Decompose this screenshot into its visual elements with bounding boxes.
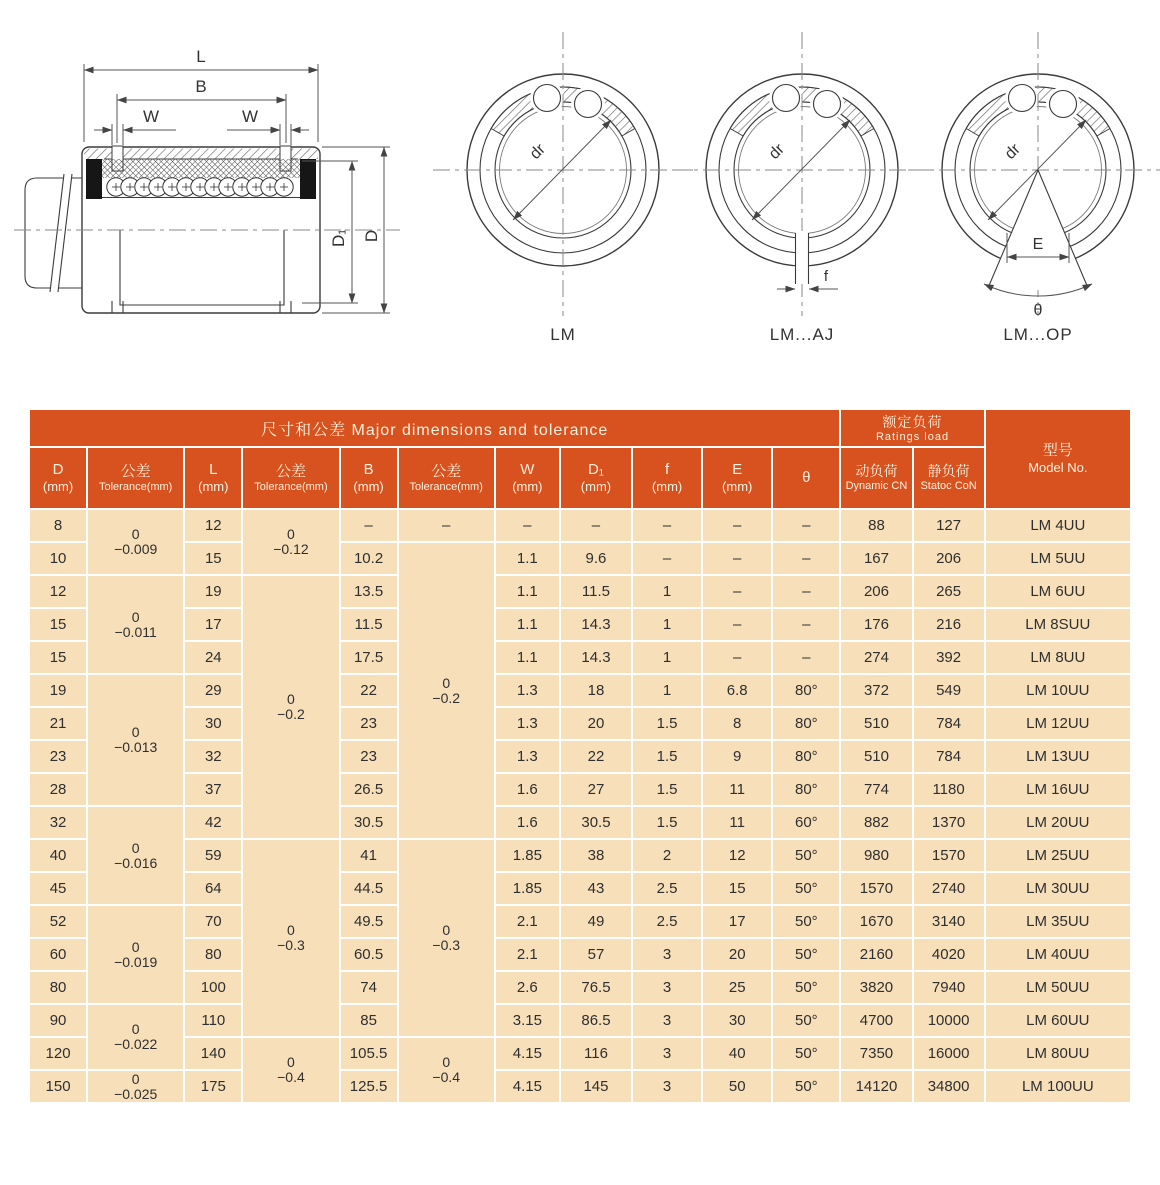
cell: 24 — [184, 641, 242, 674]
cell: 8 — [702, 707, 772, 740]
cell: 1570 — [913, 839, 985, 872]
cell: 22 — [340, 674, 398, 707]
cell: 125.5 — [340, 1070, 398, 1102]
table-row-13 — [30, 938, 1130, 971]
cell: 1.1 — [495, 641, 560, 674]
cell: 32 — [184, 740, 242, 773]
cell: 0 −0.016 — [87, 806, 184, 905]
cell: – — [495, 509, 560, 542]
technical-drawings — [0, 0, 1160, 368]
cell: 274 — [840, 641, 912, 674]
cell: 11.5 — [560, 575, 632, 608]
cell: 1.5 — [632, 773, 702, 806]
cell: 50° — [772, 839, 840, 872]
cell: 20 — [560, 707, 632, 740]
table-row-6 — [30, 707, 1130, 740]
cell: 784 — [913, 707, 985, 740]
cell: 120 — [30, 1037, 87, 1070]
cell: 3820 — [840, 971, 912, 1004]
cell: 3 — [632, 1037, 702, 1070]
cell: 392 — [913, 641, 985, 674]
cell: LM 40UU — [985, 938, 1130, 971]
model-label-cn: 型号 — [1042, 442, 1073, 459]
ball-row — [107, 178, 293, 196]
cell: 167 — [840, 542, 912, 575]
header-dimensions-group: 尺寸和公差 Major dimensions and tolerance — [30, 410, 840, 447]
column-header-2: L (mm) — [184, 447, 242, 509]
spec-table-head — [30, 410, 1130, 509]
cell: 15 — [30, 641, 87, 674]
cell: 2160 — [840, 938, 912, 971]
cell: 17.5 — [340, 641, 398, 674]
cell: 29 — [184, 674, 242, 707]
spec-table-body — [30, 509, 1130, 1102]
ratings-label-en: Ratings load — [875, 430, 950, 443]
retainer-hatch — [102, 159, 300, 178]
cell: 3 — [632, 1070, 702, 1102]
cell: 7350 — [840, 1037, 912, 1070]
cell: 80° — [772, 740, 840, 773]
cell: 10000 — [913, 1004, 985, 1037]
cell: 1670 — [840, 905, 912, 938]
dim-label-W-right: W — [241, 107, 259, 126]
seal-right — [300, 159, 316, 199]
table-row-14 — [30, 971, 1130, 1004]
cell: LM 20UU — [985, 806, 1130, 839]
cell: 60.5 — [340, 938, 398, 971]
cell: 1.85 — [495, 872, 560, 905]
cell: 1.1 — [495, 608, 560, 641]
cell: 13.5 — [340, 575, 398, 608]
cell: 40 — [30, 839, 87, 872]
cell: 0 −0.013 — [87, 674, 184, 806]
cell: LM 25UU — [985, 839, 1130, 872]
cell: 510 — [840, 707, 912, 740]
cell: – — [398, 509, 495, 542]
cell: 23 — [340, 707, 398, 740]
cell: 6.8 — [702, 674, 772, 707]
table-row-17 — [30, 1070, 1130, 1102]
table-row-1 — [30, 542, 1130, 575]
cell: 30.5 — [560, 806, 632, 839]
caption-lm: LM — [550, 325, 576, 344]
inner-sleeve — [120, 230, 284, 305]
table-row-7 — [30, 740, 1130, 773]
cell: 50° — [772, 938, 840, 971]
cell: 0 −0.3 — [242, 839, 339, 1037]
cell: – — [632, 509, 702, 542]
cell: LM 80UU — [985, 1037, 1130, 1070]
cell: 14.3 — [560, 608, 632, 641]
cell: 1 — [632, 674, 702, 707]
cell: 19 — [184, 575, 242, 608]
shaft-break-gap — [50, 174, 72, 292]
cell: 372 — [840, 674, 912, 707]
cell: 1570 — [840, 872, 912, 905]
cell: 37 — [184, 773, 242, 806]
cell: 4.15 — [495, 1037, 560, 1070]
cell: – — [772, 641, 840, 674]
cell: 1 — [632, 641, 702, 674]
cell: – — [340, 509, 398, 542]
bearing-drawings-svg — [0, 0, 1160, 368]
cell: 176 — [840, 608, 912, 641]
cell: 50° — [772, 1004, 840, 1037]
seal-left — [86, 159, 102, 199]
cell: 0 −0.009 — [87, 509, 184, 575]
cell: 1.3 — [495, 674, 560, 707]
cell: 1.5 — [632, 806, 702, 839]
cell: 206 — [840, 575, 912, 608]
cell: 14.3 — [560, 641, 632, 674]
cell: 34800 — [913, 1070, 985, 1102]
cell: – — [772, 509, 840, 542]
spec-table-wrap — [30, 410, 1130, 1102]
adjust-slot — [796, 231, 809, 284]
cell: LM 4UU — [985, 509, 1130, 542]
cell: 3 — [632, 938, 702, 971]
cell: 0 −0.4 — [242, 1037, 339, 1102]
cell: 70 — [184, 905, 242, 938]
cell: 50° — [772, 1070, 840, 1102]
cell: – — [702, 608, 772, 641]
column-header-1: 公差 Tolerance(mm) — [87, 447, 184, 509]
cell: 0 −0.2 — [242, 575, 339, 839]
cell: – — [702, 575, 772, 608]
cell: 2.6 — [495, 971, 560, 1004]
ratings-label-cn: 额定负荷 — [882, 413, 943, 430]
cell: 28 — [30, 773, 87, 806]
cell: 3 — [632, 971, 702, 1004]
column-header-11: 动负荷 Dynamic CN — [840, 447, 912, 509]
column-header-12: 静负荷 Statoc CoN — [913, 447, 985, 509]
column-header-8: f (mm) — [632, 447, 702, 509]
column-header-4: B (mm) — [340, 447, 398, 509]
cell: 784 — [913, 740, 985, 773]
cell: 1.6 — [495, 806, 560, 839]
cell: 1.3 — [495, 740, 560, 773]
cell: 15 — [184, 542, 242, 575]
cell: LM 8UU — [985, 641, 1130, 674]
cell: 80° — [772, 707, 840, 740]
table-row-10 — [30, 839, 1130, 872]
cell: 11 — [702, 773, 772, 806]
cell: 49 — [560, 905, 632, 938]
cell: 30 — [184, 707, 242, 740]
cell: 175 — [184, 1070, 242, 1102]
cell: 980 — [840, 839, 912, 872]
cell: 774 — [840, 773, 912, 806]
cell: – — [772, 575, 840, 608]
cell: 42 — [184, 806, 242, 839]
cell: 11 — [702, 806, 772, 839]
cell: 52 — [30, 905, 87, 938]
cell: 50 — [702, 1070, 772, 1102]
cell: – — [702, 542, 772, 575]
cell: 23 — [30, 740, 87, 773]
cell: 57 — [560, 938, 632, 971]
cell: 2 — [632, 839, 702, 872]
cell: 3.15 — [495, 1004, 560, 1037]
cell: – — [560, 509, 632, 542]
cell: 38 — [560, 839, 632, 872]
cell: 2.1 — [495, 938, 560, 971]
cell: LM 5UU — [985, 542, 1130, 575]
bore-label-lm: dr — [526, 140, 549, 163]
cell: 110 — [184, 1004, 242, 1037]
table-row-16 — [30, 1037, 1130, 1070]
cell: LM 100UU — [985, 1070, 1130, 1102]
cell: – — [772, 542, 840, 575]
cell: – — [702, 509, 772, 542]
cell: 7940 — [913, 971, 985, 1004]
cell: 27 — [560, 773, 632, 806]
opening-label-E: E — [1032, 236, 1044, 253]
table-row-2 — [30, 575, 1130, 608]
cell: 40 — [702, 1037, 772, 1070]
cell: 17 — [184, 608, 242, 641]
cell: 4020 — [913, 938, 985, 971]
cell: 1.6 — [495, 773, 560, 806]
cell: 22 — [560, 740, 632, 773]
cell: 76.5 — [560, 971, 632, 1004]
dim-label-L: L — [196, 47, 206, 66]
cell: 0 −0.2 — [398, 542, 495, 839]
cell: 1 — [632, 575, 702, 608]
cell: 1.85 — [495, 839, 560, 872]
cell: – — [702, 641, 772, 674]
table-row-15 — [30, 1004, 1130, 1037]
cell: 19 — [30, 674, 87, 707]
cell: 11.5 — [340, 608, 398, 641]
cell: 85 — [340, 1004, 398, 1037]
cell: 80° — [772, 773, 840, 806]
column-header-10: θ — [772, 447, 840, 509]
cell: 44.5 — [340, 872, 398, 905]
model-label-en: Model No. — [1028, 460, 1088, 475]
table-row-3 — [30, 608, 1130, 641]
cell: 30.5 — [340, 806, 398, 839]
caption-lm-aj: LM...AJ — [769, 325, 835, 344]
cell: 116 — [560, 1037, 632, 1070]
header-columns-row — [30, 447, 1130, 509]
cell: LM 60UU — [985, 1004, 1130, 1037]
cell: 2740 — [913, 872, 985, 905]
cell: 216 — [913, 608, 985, 641]
cell: LM 13UU — [985, 740, 1130, 773]
cell: 60° — [772, 806, 840, 839]
table-row-8 — [30, 773, 1130, 806]
cell: 12 — [30, 575, 87, 608]
cell: 1180 — [913, 773, 985, 806]
cell: LM 12UU — [985, 707, 1130, 740]
cell: 145 — [560, 1070, 632, 1102]
cell: 1.3 — [495, 707, 560, 740]
cell: 49.5 — [340, 905, 398, 938]
cell: LM 16UU — [985, 773, 1130, 806]
cell: 882 — [840, 806, 912, 839]
cell: 265 — [913, 575, 985, 608]
table-row-11 — [30, 872, 1130, 905]
table-row-5 — [30, 674, 1130, 707]
cell: LM 6UU — [985, 575, 1130, 608]
cross-section-drawing — [14, 47, 400, 313]
dim-label-D1: D₁ — [329, 228, 348, 248]
cell: 43 — [560, 872, 632, 905]
cell: LM 8SUU — [985, 608, 1130, 641]
cell: 3 — [632, 1004, 702, 1037]
spec-table — [30, 410, 1130, 1102]
cell: 1.5 — [632, 740, 702, 773]
cell: 127 — [913, 509, 985, 542]
column-header-3: 公差 Tolerance(mm) — [242, 447, 339, 509]
cell: 16000 — [913, 1037, 985, 1070]
cell: 2.5 — [632, 872, 702, 905]
column-header-6: W (mm) — [495, 447, 560, 509]
cell: 10.2 — [340, 542, 398, 575]
cell: 10 — [30, 542, 87, 575]
header-model — [985, 410, 1130, 509]
cell: 86.5 — [560, 1004, 632, 1037]
cell: 105.5 — [340, 1037, 398, 1070]
cell: 12 — [702, 839, 772, 872]
cell: 2.5 — [632, 905, 702, 938]
caption-lm-op: LM...OP — [1003, 325, 1073, 344]
cell: 0 −0.12 — [242, 509, 339, 575]
cell: 15 — [30, 608, 87, 641]
cell: 32 — [30, 806, 87, 839]
cell: 17 — [702, 905, 772, 938]
dim-label-W-left: W — [142, 107, 160, 126]
table-row-12 — [30, 905, 1130, 938]
cell: 50° — [772, 1037, 840, 1070]
cell: 1370 — [913, 806, 985, 839]
cell: 140 — [184, 1037, 242, 1070]
cell: 510 — [840, 740, 912, 773]
column-header-9: E (mm) — [702, 447, 772, 509]
cell: 1 — [632, 608, 702, 641]
cell: 90 — [30, 1004, 87, 1037]
cell: 64 — [184, 872, 242, 905]
cell: 18 — [560, 674, 632, 707]
cell: 1.1 — [495, 575, 560, 608]
cell: 88 — [840, 509, 912, 542]
cell: 8 — [30, 509, 87, 542]
cell: 50° — [772, 905, 840, 938]
cell: 150 — [30, 1070, 87, 1102]
cell: 14120 — [840, 1070, 912, 1102]
cell: 80 — [184, 938, 242, 971]
cell: 0 −0.022 — [87, 1004, 184, 1070]
table-row-9 — [30, 806, 1130, 839]
column-header-0: D (mm) — [30, 447, 87, 509]
cell: 9.6 — [560, 542, 632, 575]
table-row-4 — [30, 641, 1130, 674]
dim-label-D: D — [362, 229, 381, 243]
cell: 50° — [772, 872, 840, 905]
cell: 1.5 — [632, 707, 702, 740]
bore-label-aj: dr — [765, 140, 788, 163]
header-group-row — [30, 410, 1130, 447]
cell: 9 — [702, 740, 772, 773]
cell: 0 −0.019 — [87, 905, 184, 1004]
cell: 25 — [702, 971, 772, 1004]
header-ratings-group — [840, 410, 984, 447]
cell: 0 −0.025 — [87, 1070, 184, 1102]
cell: 1.1 — [495, 542, 560, 575]
cell: 80 — [30, 971, 87, 1004]
cell: 20 — [702, 938, 772, 971]
cell: 4700 — [840, 1004, 912, 1037]
cell: 74 — [340, 971, 398, 1004]
cell: 45 — [30, 872, 87, 905]
bore-label-op: dr — [1001, 140, 1024, 163]
lm-aj-view — [672, 32, 932, 344]
column-header-7: D₁ (mm) — [560, 447, 632, 509]
cell: 23 — [340, 740, 398, 773]
cell: LM 35UU — [985, 905, 1130, 938]
dim-label-B: B — [195, 77, 207, 96]
open-wedge — [987, 171, 1089, 290]
cell: 0 −0.4 — [398, 1037, 495, 1102]
cell: 2.1 — [495, 905, 560, 938]
cell: 41 — [340, 839, 398, 872]
cell: 60 — [30, 938, 87, 971]
slot-label-f: f — [823, 268, 829, 285]
cell: 80° — [772, 674, 840, 707]
cell: – — [772, 608, 840, 641]
cell: 50° — [772, 971, 840, 1004]
cell: 549 — [913, 674, 985, 707]
cell: 21 — [30, 707, 87, 740]
cell: 0 −0.3 — [398, 839, 495, 1037]
cell: 4.15 — [495, 1070, 560, 1102]
cell: 15 — [702, 872, 772, 905]
table-row-0 — [30, 509, 1130, 542]
cell: 206 — [913, 542, 985, 575]
cell: 26.5 — [340, 773, 398, 806]
column-header-5: 公差 Tolerance(mm) — [398, 447, 495, 509]
cell: 100 — [184, 971, 242, 1004]
cell: LM 30UU — [985, 872, 1130, 905]
lm-op-view — [908, 32, 1160, 344]
cell: LM 50UU — [985, 971, 1130, 1004]
cell: 30 — [702, 1004, 772, 1037]
cell: LM 10UU — [985, 674, 1130, 707]
cell: 3140 — [913, 905, 985, 938]
cell: 59 — [184, 839, 242, 872]
cell: 0 −0.011 — [87, 575, 184, 674]
cell: – — [632, 542, 702, 575]
angle-label-theta: θ — [1033, 302, 1043, 319]
cell: 12 — [184, 509, 242, 542]
lm-view — [433, 32, 693, 344]
